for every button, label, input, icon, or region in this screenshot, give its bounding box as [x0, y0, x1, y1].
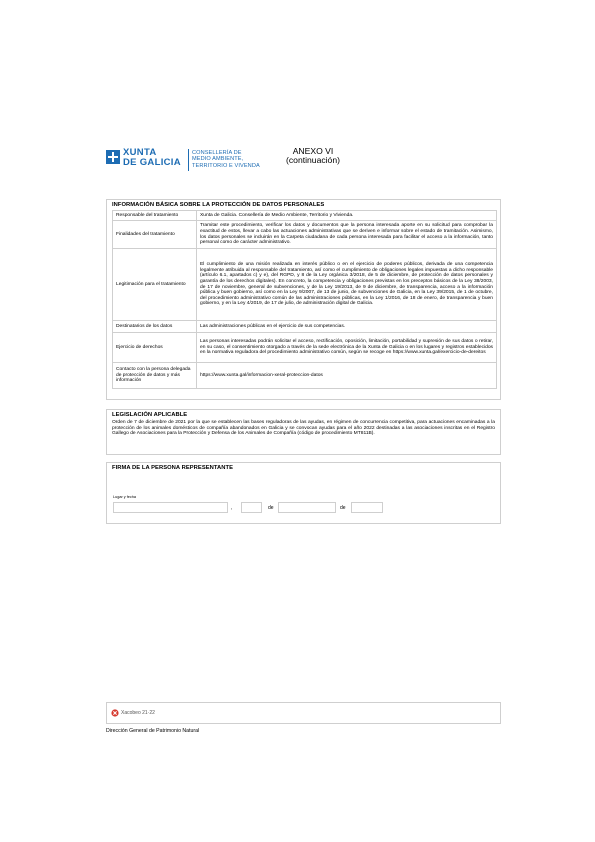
department-name	[192, 150, 260, 169]
place-date-label: Lugar y fecha	[113, 495, 137, 499]
data-protection-table	[112, 210, 497, 389]
data-protection-title: INFORMACIÓN BÁSICA SOBRE LA PROTECCIÓN DE DATOS PERSONALES	[112, 202, 325, 208]
annex-title: ANEXO VI	[292, 146, 334, 156]
row-label: Legitimación para el tratamiento	[113, 249, 197, 321]
row-label: Finalidades del tratamiento	[113, 221, 197, 249]
legislation-text: Orden de 7 de diciembre de 2021 por la que se establecen las bases reguladoras de las ayudas, en régimen de concurrencia competitiva, para actuaciones encaminadas a la protección de los animales domésticos de compañía abandonados en Galicia y se convocan ayudas para el año 2022 destinadas a las asociaciones inscritas en el Registro Gallego de Asociaciones para la Protección y Defensa de los Animales de Compañía (código de procedimiento MT811B).	[112, 420, 495, 437]
day-input[interactable]	[241, 502, 262, 513]
signature-title: FIRMA DE LA PERSONA REPRESENTANTE	[112, 465, 234, 471]
logo-line-2: DE GALICIA	[123, 157, 181, 168]
annex-subtitle: (continuación)	[286, 155, 340, 166]
row-value: https://www.xunta.gal/informacion-xeral-proteccion-datos	[197, 363, 497, 389]
dept-line-3: TERRITORIO E VIVENDA	[192, 162, 260, 169]
row-value: El cumplimiento de una misión realizada en interés público o en el ejercicio de poderes públicos, derivada de una competencia legalmente atribuida al responsable del tratamiento, así como el cumplimiento de obligaciones legales impuestas a dicho responsable (artículo 6.1, apartados c) y e), del RGPD, y 8 de la Ley orgánica 3/2018, de 5 de diciembre, de protección de datos personales y garantía de los derechos digitales). En concreto, la competencia y obligaciones previstas en los preceptos básicos de la Ley 38/2003, de 17 de noviembre, general de subvenciones, y de la Ley 19/2013, de 9 de diciembre, de transparencia, acceso a la información pública y buen gobierno, así como en la Ley 9/2007, de 13 de junio, de subvenciones de Galicia, en la Ley 39/2015, de 1 de octubre, del procedimiento administrativo común de las administraciones públicas, en la Ley 1/2016, de 18 de enero, de transparencia y buen gobierno, y en la Ley 4/2019, de 17 de julio, de administración digital de Galicia.	[197, 249, 497, 321]
dept-line-2: MEDIO AMBIENTE,	[192, 156, 244, 163]
row-value: Tramitar este procedimiento, verificar los datos y documentos que la persona interesada aporte en su solicitud para comprobar la exactitud de estos, llevar a cabo las actuaciones administrativas que se deriven e informar sobre el estado de tramitación. Asimismo, los datos personales se incluirán en la Carpeta ciudadana de cada persona interesada para facilitar el acceso a la información, tanto personal como de carácter administrativo.	[197, 221, 497, 249]
row-value: Las administraciones públicas en el ejercicio de sus competencias.	[197, 321, 497, 333]
row-value: Las personas interesadas podrán solicitar el acceso, rectificación, oposición, limitación, portabilidad y supresión de sus datos o retirar, en su caso, el consentimiento otorgado a través de la sede electrónica de la Xunta de Galicia o en los lugares y registros establecidos en la normativa reguladora del procedimiento administrativo común, según se recoge en https://www.xunta.gal/exercicio-de-dereitos	[197, 333, 497, 363]
xacobeo-text: Xacobeo 21·22	[121, 710, 155, 716]
month-input[interactable]	[278, 502, 336, 513]
footer-box	[106, 702, 501, 724]
dept-line-1: CONSELLERÍA DE	[192, 150, 242, 156]
annex-heading	[285, 147, 341, 165]
row-label: Destinatarios de los datos	[113, 321, 197, 333]
xunta-logo-icon	[106, 150, 120, 164]
table-row	[113, 221, 497, 249]
xacobeo-logo-icon	[111, 709, 119, 717]
place-input[interactable]	[113, 502, 228, 513]
de-separator-1: de	[268, 505, 274, 511]
table-row	[113, 249, 497, 321]
xunta-logo-text	[123, 148, 181, 168]
document-header	[106, 147, 426, 177]
table-row	[113, 363, 497, 389]
de-separator-2: de	[340, 505, 346, 511]
year-input[interactable]	[351, 502, 383, 513]
row-label: Ejercicio de derechos	[113, 333, 197, 363]
issuing-directorate: Dirección General de Patrimonio Natural	[106, 728, 200, 734]
comma-separator: ,	[231, 505, 233, 511]
legislation-title: LEGISLACIÓN APLICABLE	[112, 412, 188, 418]
row-label: Responsable del tratamiento	[113, 211, 197, 221]
logo-line-1: XUNTA	[123, 147, 157, 158]
table-row	[113, 211, 497, 221]
row-label: Contacto con la persona delegada de protección de datos y más información	[113, 363, 197, 389]
table-row	[113, 333, 497, 363]
table-row	[113, 321, 497, 333]
legislation-section	[106, 409, 501, 455]
logo-divider	[188, 149, 189, 171]
signature-section	[106, 462, 501, 524]
data-protection-section	[106, 199, 501, 400]
row-value: Xunta de Galicia. Consellería de Medio Ambiente, Territorio y Vivienda.	[197, 211, 497, 221]
